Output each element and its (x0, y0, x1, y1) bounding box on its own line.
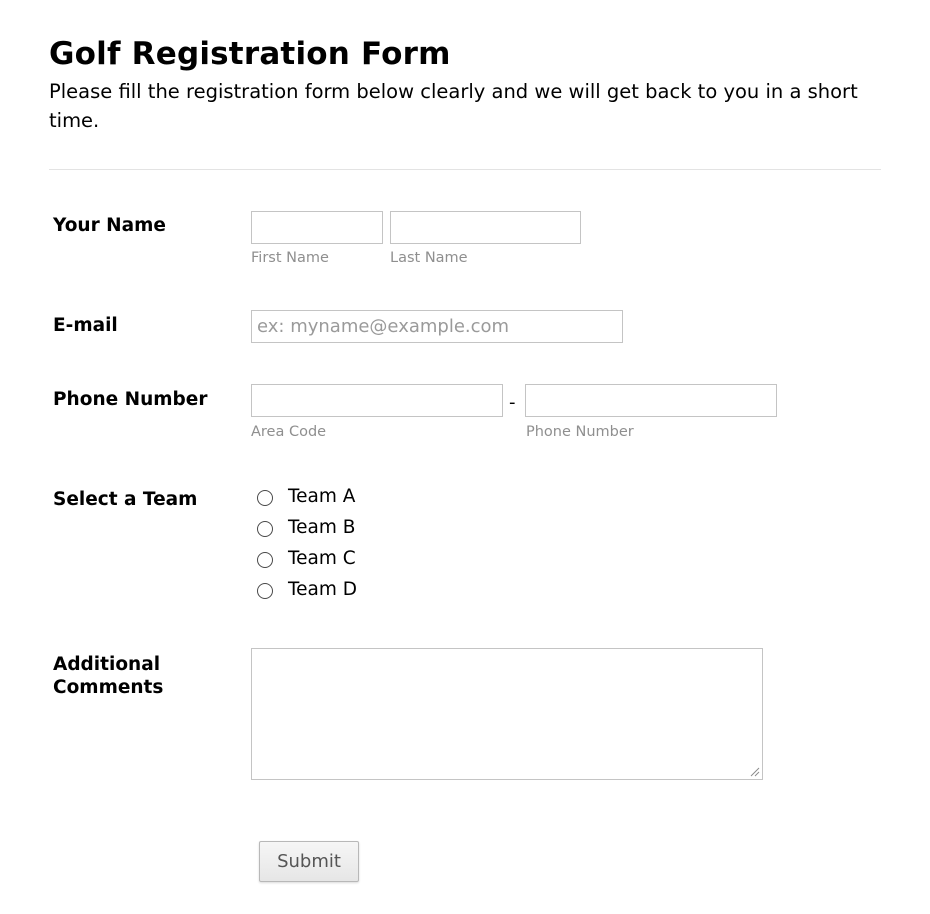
form-header (49, 34, 881, 135)
team-option-d[interactable] (257, 577, 357, 603)
header-divider (49, 169, 881, 170)
form-title: Golf Registration Form (49, 36, 451, 72)
radio-button[interactable] (257, 490, 273, 506)
area-code-sublabel: Area Code (251, 424, 327, 440)
team-option-a[interactable] (257, 484, 355, 510)
team-option-label: Team D (288, 579, 358, 600)
last-name-sublabel: Last Name (390, 250, 468, 266)
email-input[interactable] (251, 310, 623, 343)
radio-button[interactable] (257, 552, 273, 568)
team-option-label: Team C (288, 548, 356, 569)
team-option-b[interactable] (257, 515, 355, 541)
phone-number-input[interactable] (525, 384, 777, 417)
comments-textarea[interactable] (251, 648, 763, 780)
team-option-label: Team B (288, 517, 356, 538)
email-label: E-mail (53, 315, 118, 336)
comments-label-line2: Comments (53, 677, 164, 698)
team-label: Select a Team (53, 489, 198, 510)
team-option-c[interactable] (257, 546, 356, 572)
comments-label (53, 653, 163, 699)
first-name-input[interactable] (251, 211, 383, 244)
area-code-input[interactable] (251, 384, 503, 417)
form-subtitle: Please fill the registration form below clearly and we will get back to you in a short time. (49, 80, 858, 132)
name-label: Your Name (53, 215, 166, 236)
phone-number-sublabel: Phone Number (526, 424, 634, 440)
phone-label: Phone Number (53, 389, 208, 410)
team-option-label: Team A (288, 486, 356, 507)
submit-button[interactable]: Submit (259, 841, 359, 882)
last-name-input[interactable] (390, 211, 581, 244)
radio-button[interactable] (257, 521, 273, 537)
comments-label-line1: Additional (53, 654, 161, 675)
phone-separator: - (509, 392, 516, 413)
resize-handle-icon[interactable] (750, 767, 760, 777)
radio-button[interactable] (257, 583, 273, 599)
first-name-sublabel: First Name (251, 250, 329, 266)
